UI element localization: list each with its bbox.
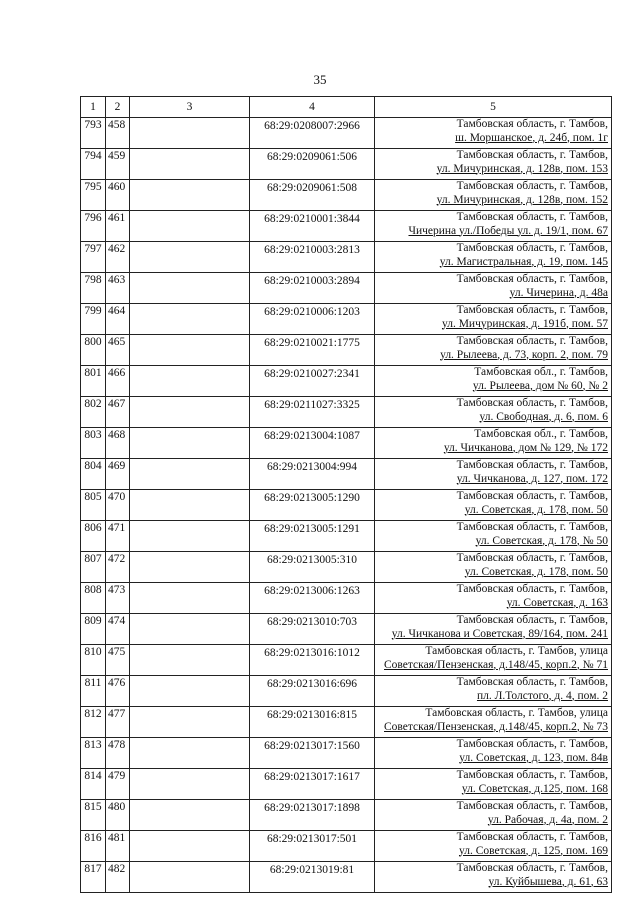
address-cell: [375, 490, 612, 521]
address-cell: [375, 769, 612, 800]
table-row: [81, 707, 612, 738]
empty-cell: [130, 862, 250, 893]
address-line-1: Тамбовская область, г. Тамбов,: [456, 459, 608, 471]
column-header-4: 4: [250, 97, 375, 118]
address-line-2: ул. Советская, д. 125, пом. 169: [458, 844, 608, 857]
address-line-2: ул. Советская, д. 123, пом. 84в: [459, 751, 608, 764]
address-line-2: ул. Чичерина, д. 48а: [509, 286, 608, 299]
item-number-cell: 460: [106, 180, 130, 211]
row-number-cell: 809: [81, 614, 106, 645]
item-number-cell: 479: [106, 769, 130, 800]
item-number-cell: 467: [106, 397, 130, 428]
empty-cell: [130, 211, 250, 242]
cadastral-number-cell: 68:29:0213016:696: [250, 676, 375, 707]
row-number-cell: 814: [81, 769, 106, 800]
address-cell: [375, 428, 612, 459]
address-cell: [375, 583, 612, 614]
row-number-cell: 807: [81, 552, 106, 583]
cadastral-number-cell: 68:29:0213005:1290: [250, 490, 375, 521]
empty-cell: [130, 242, 250, 273]
row-number-cell: 810: [81, 645, 106, 676]
table-row: [81, 397, 612, 428]
item-number-cell: 463: [106, 273, 130, 304]
address-line-1: Тамбовская область, г. Тамбов,: [456, 211, 608, 223]
address-line-2: ул. Рылеева, дом № 60, № 2: [472, 379, 608, 392]
address-line-2: ул. Советская, д. 178, № 50: [475, 534, 608, 547]
address-cell: [375, 800, 612, 831]
empty-cell: [130, 118, 250, 149]
empty-cell: [130, 304, 250, 335]
table-row: [81, 552, 612, 583]
table-row: [81, 676, 612, 707]
table-row: [81, 335, 612, 366]
cadastral-number-cell: 68:29:0213004:1087: [250, 428, 375, 459]
table-row: [81, 862, 612, 893]
cadastral-number-cell: 68:29:0213004:994: [250, 459, 375, 490]
cadastral-number-cell: 68:29:0213019:81: [250, 862, 375, 893]
address-cell: [375, 335, 612, 366]
table-row: [81, 738, 612, 769]
column-header-3: 3: [130, 97, 250, 118]
item-number-cell: 466: [106, 366, 130, 397]
address-cell: [375, 676, 612, 707]
row-number-cell: 817: [81, 862, 106, 893]
address-line-2: ул. Рабочая, д. 4а, пом. 2: [487, 813, 608, 826]
empty-cell: [130, 490, 250, 521]
row-number-cell: 804: [81, 459, 106, 490]
table-row: [81, 149, 612, 180]
empty-cell: [130, 676, 250, 707]
item-number-cell: 469: [106, 459, 130, 490]
row-number-cell: 793: [81, 118, 106, 149]
address-cell: [375, 149, 612, 180]
table-row: [81, 614, 612, 645]
column-header-5: 5: [375, 97, 612, 118]
cadastral-number-cell: 68:29:0208007:2966: [250, 118, 375, 149]
cadastral-number-cell: 68:29:0210003:2813: [250, 242, 375, 273]
empty-cell: [130, 800, 250, 831]
empty-cell: [130, 366, 250, 397]
address-line-1: Тамбовская область, г. Тамбов,: [456, 676, 608, 688]
item-number-cell: 477: [106, 707, 130, 738]
empty-cell: [130, 428, 250, 459]
address-cell: [375, 552, 612, 583]
table-row: [81, 273, 612, 304]
column-header-2: 2: [106, 97, 130, 118]
address-line-2: ул. Мичуринская, д. 128в, пом. 153: [436, 162, 608, 175]
item-number-cell: 481: [106, 831, 130, 862]
address-line-2: ул. Советская, д.125, пом. 168: [461, 782, 608, 795]
row-number-cell: 800: [81, 335, 106, 366]
address-line-2: ул. Рылеева, д. 73, корп. 2, пом. 79: [440, 348, 608, 361]
address-line-2: ул. Советская, д. 178, пом. 50: [464, 503, 608, 516]
address-line-1: Тамбовская область, г. Тамбов,: [456, 614, 608, 626]
address-line-1: Тамбовская область, г. Тамбов,: [456, 118, 608, 130]
empty-cell: [130, 769, 250, 800]
address-cell: [375, 242, 612, 273]
row-number-cell: 802: [81, 397, 106, 428]
table-row: [81, 118, 612, 149]
address-cell: [375, 304, 612, 335]
address-line-1: Тамбовская область, г. Тамбов,: [456, 335, 608, 347]
row-number-cell: 806: [81, 521, 106, 552]
address-line-1: Тамбовская область, г. Тамбов,: [456, 180, 608, 192]
table-row: [81, 769, 612, 800]
address-line-2: ул. Магистральная, д. 19, пом. 145: [439, 255, 608, 268]
table-body: [81, 118, 612, 893]
page-number: 35: [313, 72, 327, 87]
table-row: [81, 459, 612, 490]
item-number-cell: 474: [106, 614, 130, 645]
item-number-cell: 464: [106, 304, 130, 335]
address-line-2: ул. Чичканова, д. 127, пом. 172: [456, 472, 608, 485]
address-line-1: Тамбовская обл., г. Тамбов,: [474, 366, 608, 378]
cadastral-number-cell: 68:29:0213016:815: [250, 707, 375, 738]
address-line-1: Тамбовская область, г. Тамбов,: [456, 304, 608, 316]
address-line-1: Тамбовская область, г. Тамбов,: [456, 490, 608, 502]
empty-cell: [130, 521, 250, 552]
row-number-cell: 799: [81, 304, 106, 335]
row-number-cell: 805: [81, 490, 106, 521]
address-line-1: Тамбовская область, г. Тамбов,: [456, 800, 608, 812]
address-line-1: Тамбовская область, г. Тамбов,: [456, 583, 608, 595]
empty-cell: [130, 707, 250, 738]
table-row: [81, 521, 612, 552]
item-number-cell: 461: [106, 211, 130, 242]
cadastral-number-cell: 68:29:0209061:506: [250, 149, 375, 180]
empty-cell: [130, 149, 250, 180]
address-line-1: Тамбовская область, г. Тамбов,: [456, 273, 608, 285]
empty-cell: [130, 614, 250, 645]
address-line-2: ул. Чичканова, дом № 129, № 172: [443, 441, 608, 454]
row-number-cell: 794: [81, 149, 106, 180]
address-cell: [375, 707, 612, 738]
cadastral-number-cell: 68:29:0213010:703: [250, 614, 375, 645]
address-line-1: Тамбовская область, г. Тамбов, улица: [425, 707, 608, 719]
item-number-cell: 475: [106, 645, 130, 676]
address-cell: [375, 831, 612, 862]
row-number-cell: 813: [81, 738, 106, 769]
table-row: [81, 490, 612, 521]
row-number-cell: 801: [81, 366, 106, 397]
table-row: [81, 831, 612, 862]
address-cell: [375, 459, 612, 490]
empty-cell: [130, 180, 250, 211]
cadastral-number-cell: 68:29:0213005:310: [250, 552, 375, 583]
row-number-cell: 798: [81, 273, 106, 304]
item-number-cell: 462: [106, 242, 130, 273]
cadastral-number-cell: 68:29:0213017:1617: [250, 769, 375, 800]
address-cell: [375, 211, 612, 242]
table-row: [81, 211, 612, 242]
address-line-1: Тамбовская обл., г. Тамбов,: [474, 428, 608, 440]
cadastral-number-cell: 68:29:0213005:1291: [250, 521, 375, 552]
table-row: [81, 242, 612, 273]
table-row: [81, 304, 612, 335]
address-line-2: ул. Мичуринская, д. 128в, пом. 152: [436, 193, 608, 206]
row-number-cell: 808: [81, 583, 106, 614]
address-line-2: пл. Л.Толстого, д. 4, пом. 2: [476, 689, 608, 702]
address-cell: [375, 862, 612, 893]
item-number-cell: 465: [106, 335, 130, 366]
empty-cell: [130, 831, 250, 862]
empty-cell: [130, 273, 250, 304]
cadastral-number-cell: 68:29:0210003:2894: [250, 273, 375, 304]
address-line-2: ул. Свободная, д. 6, пом. 6: [479, 410, 608, 423]
cadastral-number-cell: 68:29:0209061:508: [250, 180, 375, 211]
table-row: [81, 800, 612, 831]
table-row: [81, 180, 612, 211]
table-row: [81, 366, 612, 397]
empty-cell: [130, 583, 250, 614]
item-number-cell: 470: [106, 490, 130, 521]
address-cell: [375, 738, 612, 769]
empty-cell: [130, 738, 250, 769]
item-number-cell: 473: [106, 583, 130, 614]
table-row: [81, 645, 612, 676]
address-line-1: Тамбовская область, г. Тамбов,: [456, 521, 608, 533]
cadastral-number-cell: 68:29:0210006:1203: [250, 304, 375, 335]
row-number-cell: 796: [81, 211, 106, 242]
item-number-cell: 468: [106, 428, 130, 459]
address-line-1: Тамбовская область, г. Тамбов,: [456, 149, 608, 161]
address-line-1: Тамбовская область, г. Тамбов,: [456, 862, 608, 874]
address-line-2: ул. Советская, д. 178, пом. 50: [464, 565, 608, 578]
empty-cell: [130, 397, 250, 428]
cadastral-number-cell: 68:29:0210027:2341: [250, 366, 375, 397]
cadastral-number-cell: 68:29:0211027:3325: [250, 397, 375, 428]
cadastral-number-cell: 68:29:0210021:1775: [250, 335, 375, 366]
item-number-cell: 482: [106, 862, 130, 893]
property-registry-table: [80, 96, 612, 893]
cadastral-number-cell: 68:29:0213016:1012: [250, 645, 375, 676]
table-row: [81, 583, 612, 614]
address-line-1: Тамбовская область, г. Тамбов, улица: [425, 645, 608, 657]
address-line-2: ул. Советская, д. 163: [506, 596, 608, 609]
address-cell: [375, 521, 612, 552]
item-number-cell: 478: [106, 738, 130, 769]
cadastral-number-cell: 68:29:0210001:3844: [250, 211, 375, 242]
empty-cell: [130, 645, 250, 676]
address-line-2: Чичерина ул./Победы ул. д. 19/1, пом. 67: [408, 224, 608, 237]
row-number-cell: 816: [81, 831, 106, 862]
address-line-1: Тамбовская область, г. Тамбов,: [456, 242, 608, 254]
item-number-cell: 459: [106, 149, 130, 180]
address-cell: [375, 118, 612, 149]
table-header-row: [81, 97, 612, 118]
empty-cell: [130, 335, 250, 366]
address-cell: [375, 366, 612, 397]
row-number-cell: 803: [81, 428, 106, 459]
address-line-1: Тамбовская область, г. Тамбов,: [456, 769, 608, 781]
address-line-2: Советская/Пензенская, д.148/45, корп.2, № 73: [384, 720, 608, 733]
row-number-cell: 797: [81, 242, 106, 273]
address-cell: [375, 273, 612, 304]
cadastral-number-cell: 68:29:0213017:1560: [250, 738, 375, 769]
empty-cell: [130, 552, 250, 583]
address-cell: [375, 614, 612, 645]
cadastral-number-cell: 68:29:0213017:501: [250, 831, 375, 862]
address-line-1: Тамбовская область, г. Тамбов,: [456, 831, 608, 843]
row-number-cell: 811: [81, 676, 106, 707]
item-number-cell: 480: [106, 800, 130, 831]
address-cell: [375, 180, 612, 211]
item-number-cell: 472: [106, 552, 130, 583]
address-line-1: Тамбовская область, г. Тамбов,: [456, 397, 608, 409]
cadastral-number-cell: 68:29:0213017:1898: [250, 800, 375, 831]
address-line-2: ул. Мичуринская, д. 191б, пом. 57: [441, 317, 608, 330]
row-number-cell: 812: [81, 707, 106, 738]
item-number-cell: 476: [106, 676, 130, 707]
address-line-2: ул. Чичканова и Советская, 89/164, пом. 241: [391, 627, 608, 640]
address-cell: [375, 645, 612, 676]
item-number-cell: 471: [106, 521, 130, 552]
address-line-2: ш. Моршанское, д. 24б, пом. 1г: [455, 131, 608, 144]
item-number-cell: 458: [106, 118, 130, 149]
address-line-2: Советская/Пензенская, д.148/45, корп.2, № 71: [384, 658, 608, 671]
cadastral-number-cell: 68:29:0213006:1263: [250, 583, 375, 614]
address-line-1: Тамбовская область, г. Тамбов,: [456, 738, 608, 750]
table-row: [81, 428, 612, 459]
address-cell: [375, 397, 612, 428]
address-line-1: Тамбовская область, г. Тамбов,: [456, 552, 608, 564]
empty-cell: [130, 459, 250, 490]
row-number-cell: 795: [81, 180, 106, 211]
column-header-1: 1: [81, 97, 106, 118]
address-line-2: ул. Куйбышева, д. 61, 63: [488, 875, 608, 888]
row-number-cell: 815: [81, 800, 106, 831]
